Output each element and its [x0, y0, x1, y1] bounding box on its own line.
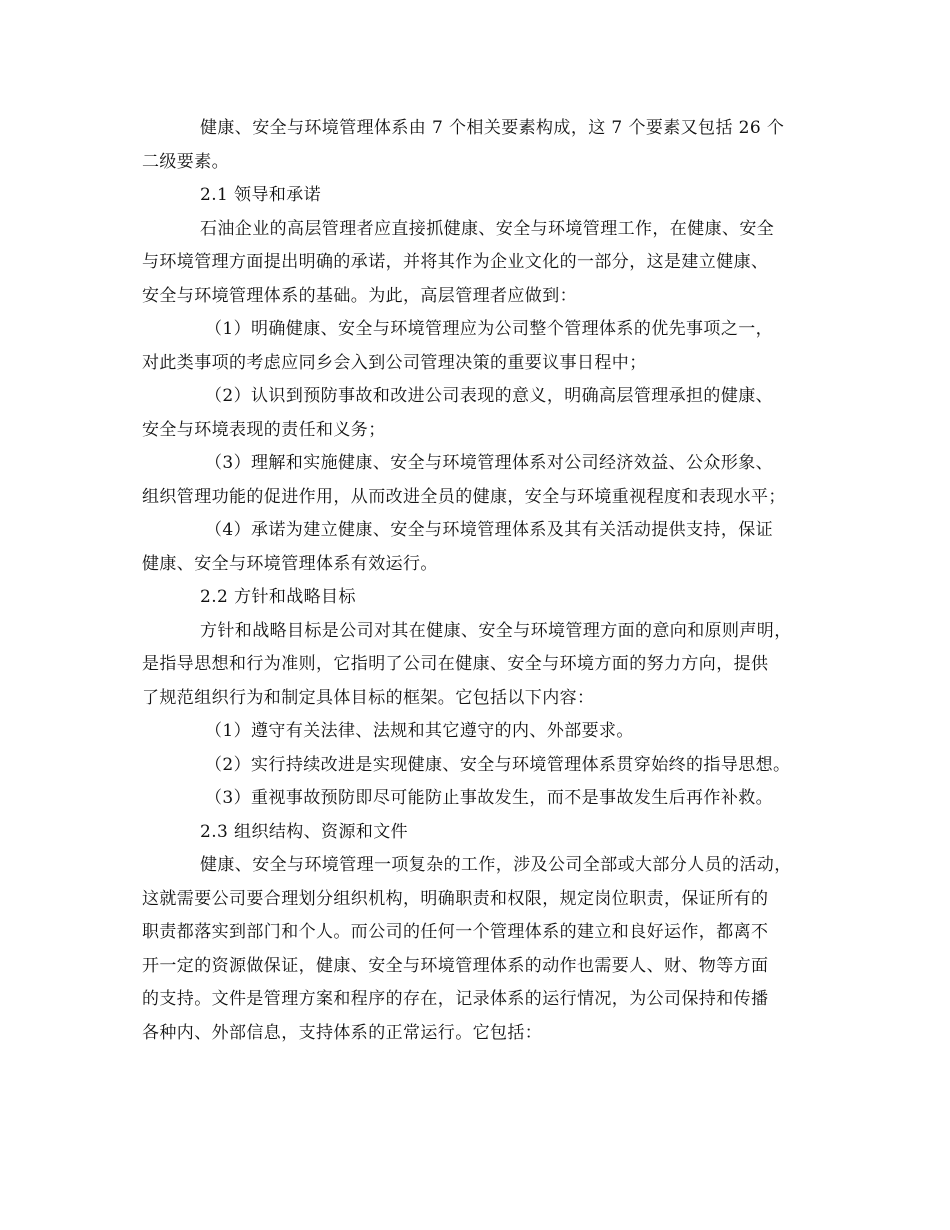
text-line: 组织管理功能的促进作用，从而改进全员的健康，安全与环境重视程度和表现水平； — [142, 486, 786, 507]
text-line: 开一定的资源做保证，健康、安全与环境管理体系的动作也需要人、财、物等方面 — [142, 955, 769, 976]
text-line: 对此类事项的考虑应同乡会入到公司管理决策的重要议事日程中； — [142, 352, 647, 373]
section-heading: 2.2 方针和战略目标 — [200, 587, 356, 607]
section-heading: 2.1 领导和承诺 — [200, 185, 322, 205]
text-line: 的支持。文件是管理方案和程序的存在，记录体系的运行情况，为公司保持和传播 — [142, 989, 769, 1009]
text-line: 健康、安全与环境管理体系由 7 个相关要素构成，这 7 个要素又包括 26 个 — [200, 118, 785, 138]
text-line: 与环境管理方面提出明确的承诺，并将其作为企业文化的一部分，这是建立健康、 — [142, 252, 769, 272]
text-line: 方针和战略目标是公司对其在健康、安全与环境管理方面的意向和原则声明， — [200, 620, 792, 641]
text-line: 各种内、外部信息，支持体系的正常运行。它包括： — [142, 1022, 543, 1043]
list-item: （2）认识到预防事故和改进公司表现的意义，明确高层管理承担的健康、 — [205, 386, 774, 406]
text-line: 安全与环境管理体系的基础。为此，高层管理者应做到： — [142, 285, 577, 306]
section-heading: 2.3 组织结构、资源和文件 — [200, 821, 409, 842]
list-item: （2）实行持续改进是实现健康、安全与环境管理体系贯穿始终的指导思想。 — [205, 754, 791, 775]
list-item: （1）明确健康、安全与环境管理应为公司整个管理体系的优先事项之一， — [205, 319, 774, 339]
document-body — [142, 112, 812, 1050]
text-line: 健康、安全与环境管理一项复杂的工作，涉及公司全部或大部分人员的活动， — [200, 855, 792, 875]
list-item: （3）理解和实施健康、安全与环境管理体系对公司经济效益、公众形象、 — [205, 453, 774, 473]
list-item: （3）重视事故预防即尽可能防止事故发生，而不是事故发生后再作补救。 — [205, 788, 774, 808]
text-line: 二级要素。 — [142, 151, 229, 172]
text-line: 健康、安全与环境管理体系有效运行。 — [142, 553, 438, 574]
list-item: （4）承诺为建立健康、安全与环境管理体系及其有关活动提供支持，保证 — [205, 520, 774, 540]
text-line: 安全与环境表现的责任和义务； — [142, 419, 386, 440]
text-line: 这就需要公司要合理划分组织机构，明确职责和权限，规定岗位职责，保证所有的 — [142, 888, 769, 909]
text-line: 石油企业的高层管理者应直接抓健康、安全与环境管理工作，在健康、安全 — [200, 218, 775, 239]
list-item: （1）遵守有关法律、法规和其它遵守的内、外部要求。 — [205, 721, 634, 741]
text-line: 职责都落实到部门和个人。而公司的任何一个管理体系的建立和良好运作，都离不 — [142, 922, 769, 942]
text-line: 是指导思想和行为准则，它指明了公司在健康、安全与环境方面的努力方向，提供 — [142, 654, 769, 674]
text-line: 了规范组织行为和制定具体目标的框架。它包括以下内容： — [142, 687, 595, 708]
